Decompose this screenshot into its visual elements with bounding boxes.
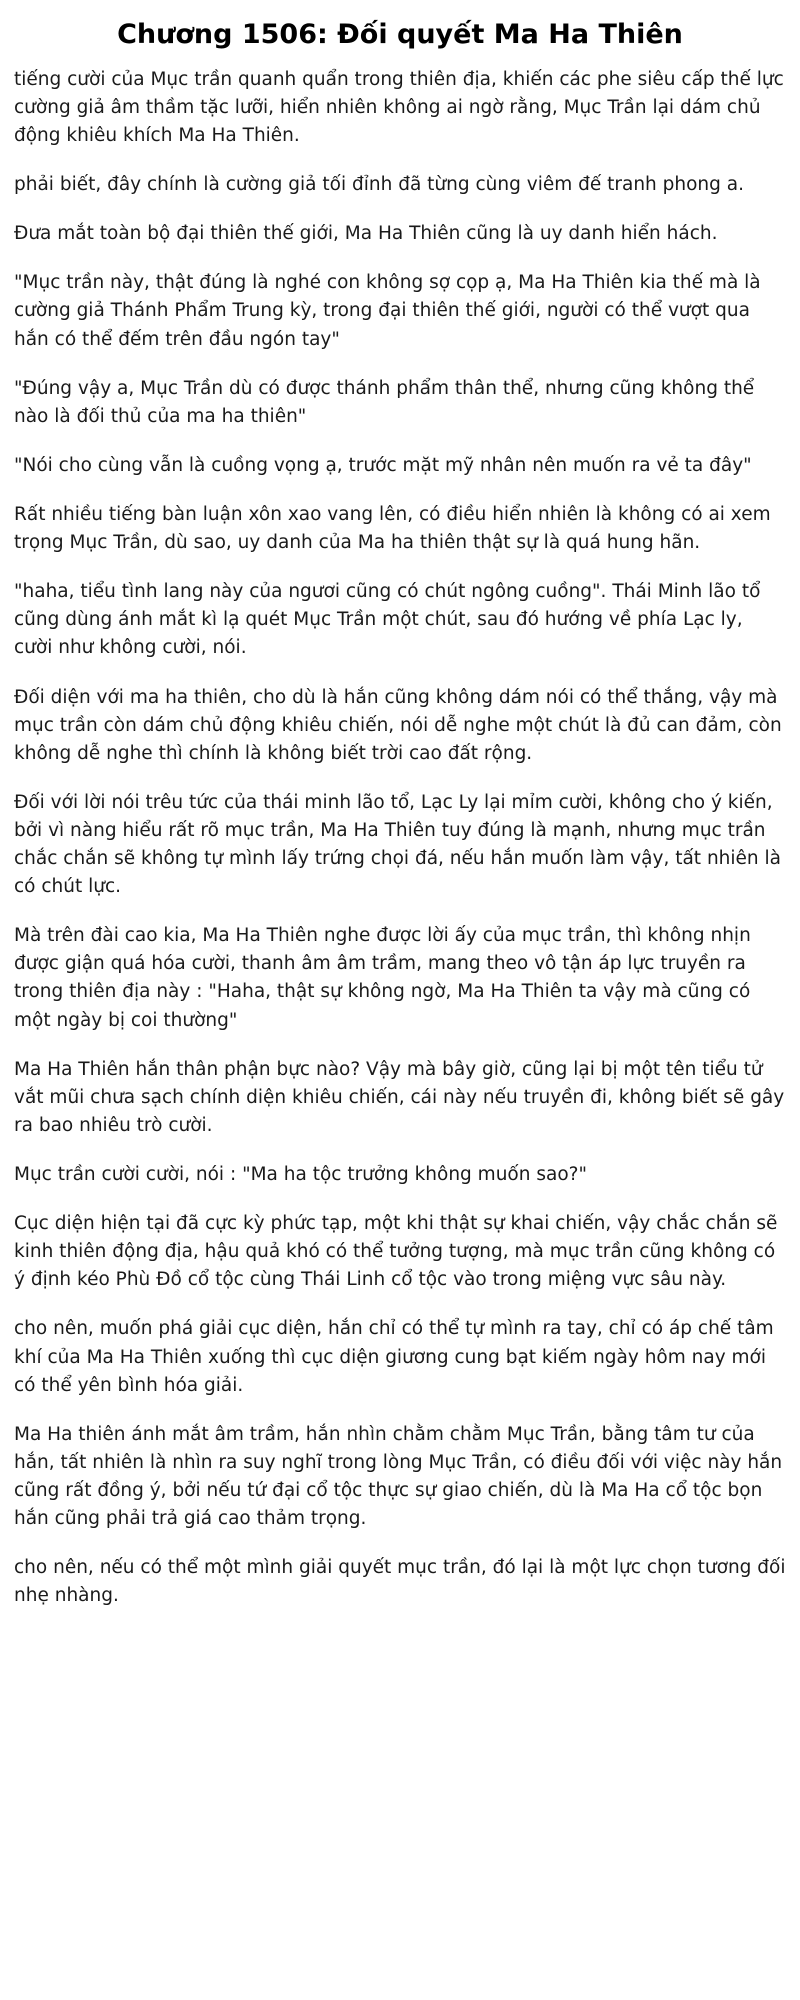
paragraph: Đối với lời nói trêu tức của thái minh lão tổ, Lạc Ly lại mỉm cười, không cho ý kiến, bởi vì nàng hiểu rất rõ mục trần, Ma Ha Thiên tuy đúng là mạnh, nhưng mục trần chắc chắn sẽ không tự mình lấy trứng chọi đá, nếu hắn muốn làm vậy, tất nhiên là có chút lực. bbox=[14, 791, 782, 898]
paragraph: Ma Ha thiên ánh mắt âm trầm, hắn nhìn chằm chằm Mục Trần, bằng tâm tư của hắn, tất nhiên là nhìn ra suy nghĩ trong lòng Mục Trần, có điều đối với việc này hắn cũng rất đồng ý, bởi nếu tứ đại cổ tộc thực sự giao chiến, dù là Ma Ha cổ tộc bọn hắn cũng phải trả giá cao thảm trọng. bbox=[14, 1423, 783, 1530]
paragraph: tiếng cười của Mục trần quanh quẩn trong thiên địa, khiến các phe siêu cấp thế lực cường giả âm thầm tặc lưỡi, hiển nhiên không ai ngờ rằng, Mục Trần lại dám chủ động khiêu khích Ma Ha Thiên. bbox=[14, 68, 784, 146]
paragraph: Đưa mắt toàn bộ đại thiên thế giới, Ma Ha Thiên cũng là uy danh hiển hách. bbox=[14, 223, 718, 245]
paragraph: "Đúng vậy a, Mục Trần dù có được thánh phẩm thân thể, nhưng cũng không thể nào là đối thủ của ma ha thiên" bbox=[14, 377, 755, 427]
paragraph: "haha, tiểu tình lang này của ngươi cũng có chút ngông cuồng". Thái Minh lão tổ cũng dùng ánh mắt kì lạ quét Mục Trần một chút, sau đó hướng về phía Lạc ly, cười như không cười, nói. bbox=[14, 581, 761, 659]
paragraph: Đối diện với ma ha thiên, cho dù là hắn cũng không dám nói có thể thắng, vậy mà mục trần còn dám chủ động khiêu chiến, nói dễ nghe một chút là đủ can đảm, còn không dễ nghe thì chính là không biết trời cao đất rộng. bbox=[14, 686, 782, 764]
paragraph: Mục trần cười cười, nói : "Ma ha tộc trưởng không muốn sao?" bbox=[14, 1164, 587, 1186]
paragraph: phải biết, đây chính là cường giả tối đỉnh đã từng cùng viêm đế tranh phong a. bbox=[14, 174, 745, 196]
paragraph: Ma Ha Thiên hắn thân phận bực nào? Vậy mà bây giờ, cũng lại bị một tên tiểu tử vắt mũi chưa sạch chính diện khiêu chiến, cái này nếu truyền đi, không biết sẽ gây ra bao nhiêu trò cười. bbox=[14, 1058, 785, 1136]
page-title: Chương 1506: Đối quyết Ma Ha Thiên bbox=[117, 19, 683, 50]
paragraph: Rất nhiều tiếng bàn luận xôn xao vang lên, có điều hiển nhiên là không có ai xem trọng Mục Trần, dù sao, uy danh của Ma ha thiên thật sự là quá hung hãn. bbox=[14, 503, 771, 554]
paragraph: Cục diện hiện tại đã cực kỳ phức tạp, một khi thật sự khai chiến, vậy chắc chắn sẽ kinh thiên động địa, hậu quả khó có thể tưởng tượng, mà mục trần cũng không có ý định kéo Phù Đồ cổ tộc cùng Thái Linh cổ tộc vào trong miệng vực sâu này. bbox=[14, 1213, 778, 1291]
paragraph: cho nên, nếu có thể một mình giải quyết mục trần, đó lại là một lực chọn tương đối nhẹ nhàng. bbox=[14, 1557, 786, 1607]
paragraph: Mà trên đài cao kia, Ma Ha Thiên nghe được lời ấy của mục trần, thì không nhịn được giận quá hóa cười, thanh âm âm trầm, mang theo vô tận áp lực truyền ra trong thiên địa này : "Haha, thật sự không ngờ, Ma Ha Thiên ta vậy mà cũng có một ngày bị coi thường" bbox=[14, 925, 751, 1031]
paragraph: "Mục trần này, thật đúng là nghé con không sợ cọp ạ, Ma Ha Thiên kia thế mà là cường giả Thánh Phẩm Trung kỳ, trong đại thiên thế giới, người có thể vượt qua hắn có thể đếm trên đầu ngón tay" bbox=[14, 272, 761, 350]
paragraph: cho nên, muốn phá giải cục diện, hắn chỉ có thể tự mình ra tay, chỉ có áp chế tâm khí của Ma Ha Thiên xuống thì cục diện giương cung bạt kiếm ngày hôm nay mới có thể yên bình hóa giải. bbox=[14, 1318, 774, 1396]
paragraph: "Nói cho cùng vẫn là cuồng vọng ạ, trước mặt mỹ nhân nên muốn ra vẻ ta đây" bbox=[14, 454, 752, 476]
chapter-content bbox=[0, 66, 800, 1631]
